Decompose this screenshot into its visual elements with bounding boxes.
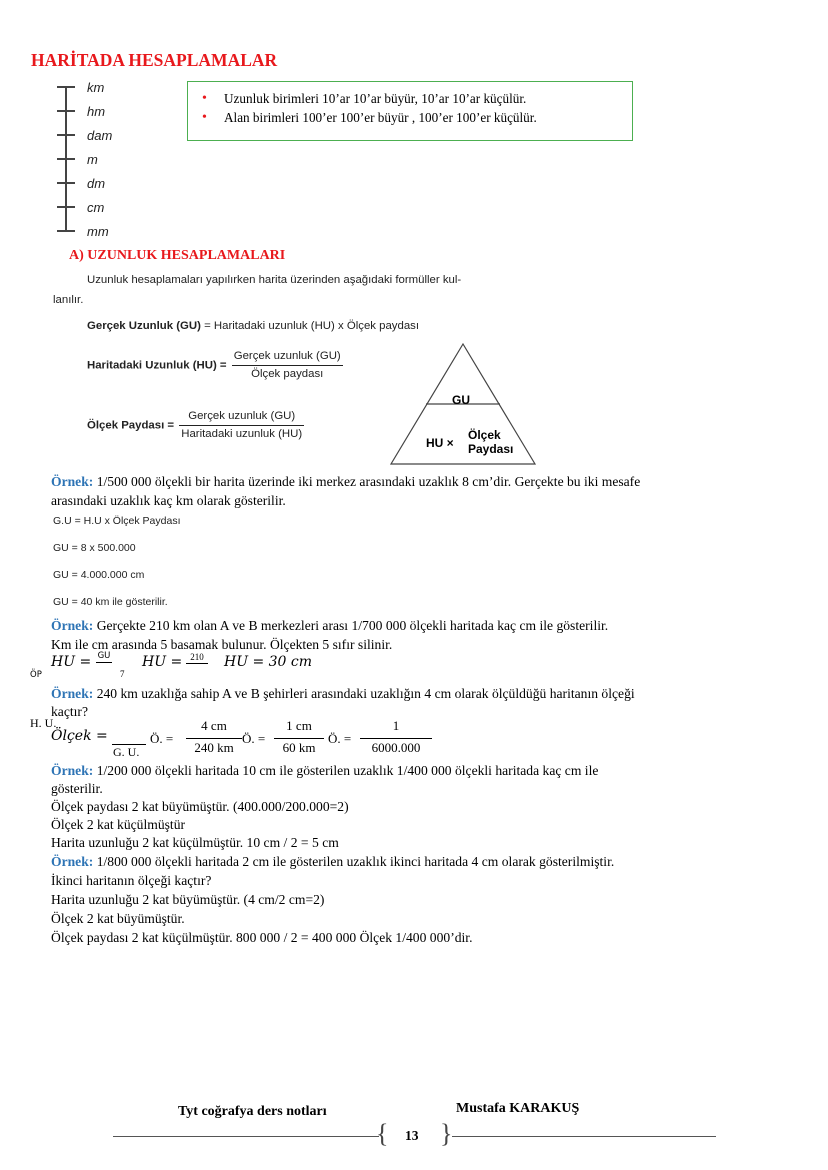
hu-formula-den-2: 7 <box>120 669 125 679</box>
example-text: kaçtır? <box>51 704 88 719</box>
fraction-bar <box>186 738 242 739</box>
example-text: 1/800 000 ölçekli haritada 2 cm ile gösterilen uzaklık ikinci haritada 4 cm olarak gösterilmiştir. <box>93 854 615 869</box>
page-title: HARİTADA HESAPLAMALAR <box>31 50 278 70</box>
example-text: İkinci haritanın ölçeği kaçtır? <box>51 873 212 888</box>
intro-line: Uzunluk hesaplamaları yapılırken harita üzerinden aşağıdaki formüller kul- <box>87 274 462 286</box>
formula-hu-denominator: Ölçek paydası <box>251 368 324 380</box>
example-text: gösterilir. <box>51 781 103 796</box>
olcek-f4-num: 1 <box>392 718 400 733</box>
example-note: Km ile cm arasında 5 basamak bulunur. Ölçekten 5 sıfır silinir. <box>51 637 393 652</box>
footer-rule <box>113 1136 379 1137</box>
example-text: 240 km uzaklığa sahip A ve B şehirleri arasındaki uzaklığın 4 cm olarak ölçüldüğü haritanın ölçeği <box>93 686 635 701</box>
calc-line: GU = 4.000.000 cm <box>53 569 145 581</box>
triangle-right-line: Paydası <box>468 442 514 456</box>
example-4 <box>51 762 598 779</box>
solution-line: Ölçek paydası 2 kat küçülmüştür. 800 000 / 2 = 400 000 Ölçek 1/400 000’dir. <box>51 930 473 945</box>
example-3 <box>51 685 635 702</box>
page-bracket-left: { <box>376 1119 389 1148</box>
intro-line: lanılır. <box>53 294 84 306</box>
ladder-tick <box>57 206 75 208</box>
ladder-tick <box>57 182 75 184</box>
unit-label: cm <box>87 200 105 215</box>
hu-formula-2: HU = <box>142 654 183 670</box>
example-2 <box>51 617 608 634</box>
olcek-f2-den: 240 km <box>194 740 234 755</box>
unit-label: dm <box>87 176 106 191</box>
example-text: 1/200 000 ölçekli haritada 10 cm ile gösterilen uzaklık 1/400 000 ölçekli haritada kaç cm ile <box>93 763 599 778</box>
hu-result: HU = 30 cm <box>224 654 313 670</box>
olcek-f2-num: 4 cm <box>201 718 227 733</box>
olcek-f1-den: G. U. <box>113 745 140 759</box>
example-tag: Örnek: <box>51 618 94 633</box>
section-heading: A) UZUNLUK HESAPLAMALARI <box>69 248 286 263</box>
ladder-tick <box>57 110 75 112</box>
unit-label: dam <box>87 128 113 143</box>
o-equals: Ö. = <box>328 731 352 746</box>
formula-op-denominator: Haritadaki uzunluk (HU) <box>181 428 303 440</box>
fraction-bar <box>96 662 112 663</box>
page-number: 13 <box>405 1128 419 1143</box>
hu-formula-1: HU = <box>51 654 92 670</box>
triangle-top-label: GU <box>452 393 470 407</box>
page-bracket-right: } <box>440 1119 453 1148</box>
footer-rule <box>452 1136 716 1137</box>
calc-line: GU = 40 km ile gösterilir. <box>53 596 168 608</box>
fraction-bar <box>186 663 208 664</box>
fraction-bar <box>360 738 432 739</box>
solution-line: Ölçek 2 kat küçülmüştür <box>51 817 186 832</box>
footer-author: Mustafa KARAKUŞ <box>456 1101 580 1116</box>
olcek-f3-num: 1 cm <box>286 718 312 733</box>
unit-label: km <box>87 80 105 95</box>
example-1 <box>51 473 640 490</box>
ladder-tick <box>57 158 75 160</box>
olcek-f4-den: 6000.000 <box>371 740 421 755</box>
calc-line: GU = 8 x 500.000 <box>53 542 136 554</box>
solution-line: Harita uzunluğu 2 kat küçülmüştür. 10 cm / 2 = 5 cm <box>51 835 339 850</box>
olcek-f1-num: H. U. <box>30 716 57 730</box>
solution-line: Harita uzunluğu 2 kat büyümüştür. (4 cm/2 cm=2) <box>51 892 325 907</box>
formula-hu-numerator: Gerçek uzunluk (GU) <box>232 349 343 366</box>
unit-label: mm <box>87 224 109 239</box>
olcek-label: Ölçek = <box>51 728 108 744</box>
ladder-tick <box>57 230 75 232</box>
fraction-bar <box>274 738 324 739</box>
hu-formula-num-2: 210 <box>190 652 204 662</box>
o-equals: Ö. = <box>150 731 174 746</box>
example-text: 1/500 000 ölçekli bir harita üzerinde iki merkez arasındaki uzaklık 8 cm’dir. Gerçekte bu iki mesafe <box>93 474 641 489</box>
example-tag: Örnek: <box>51 854 94 869</box>
example-text: arasındaki uzaklık kaç km olarak gösterilir. <box>51 493 286 508</box>
unit-label: m <box>87 152 98 167</box>
example-text: Gerçekte 210 km olan A ve B merkezleri arası 1/700 000 ölçekli haritada kaç cm ile gösterilir. <box>93 618 609 633</box>
example-tag: Örnek: <box>51 686 94 701</box>
formula-op <box>87 409 304 442</box>
solution-line: Ölçek paydası 2 kat büyümüştür. (400.000/200.000=2) <box>51 799 349 814</box>
ladder-tick <box>57 86 75 88</box>
triangle-right-label <box>468 428 513 456</box>
footer-course: Tyt coğrafya ders notları <box>178 1104 327 1119</box>
example-tag: Örnek: <box>51 474 94 489</box>
triangle-right-line: Ölçek <box>468 428 501 442</box>
formula-gu-rest: = Haritadaki uzunluk (HU) x Ölçek paydası <box>200 320 420 332</box>
example-5 <box>51 853 614 870</box>
formula-op-numerator: Gerçek uzunluk (GU) <box>179 409 304 426</box>
ladder-tick <box>57 134 75 136</box>
unit-label: hm <box>87 104 106 119</box>
info-box <box>187 81 633 141</box>
solution-line: Ölçek 2 kat büyümüştür. <box>51 911 185 926</box>
example-tag: Örnek: <box>51 763 94 778</box>
hu-formula-den: ÖP <box>30 670 42 680</box>
triangle-left-label: HU × <box>426 436 454 450</box>
formula-hu <box>87 349 343 382</box>
olcek-f3-den: 60 km <box>282 740 316 755</box>
formula-hu-label: Haritadaki Uzunluk (HU) = <box>87 359 227 372</box>
info-item: • Alan birimleri 100’er 100’er büyür , 100’er 100’er küçülür. <box>224 108 632 127</box>
o-equals: Ö. = <box>242 731 266 746</box>
unit-ladder <box>55 80 155 240</box>
formula-op-label: Ölçek Paydası = <box>87 419 175 432</box>
hu-formula-num: GU <box>97 651 111 661</box>
formula-gu-label: Gerçek Uzunluk (GU) <box>87 320 201 332</box>
calc-line: G.U = H.U x Ölçek Paydası <box>53 515 181 527</box>
info-item: • Uzunluk birimleri 10’ar 10’ar büyür, 10’ar 10’ar küçülür. <box>224 89 632 108</box>
formula-gu <box>87 320 419 332</box>
